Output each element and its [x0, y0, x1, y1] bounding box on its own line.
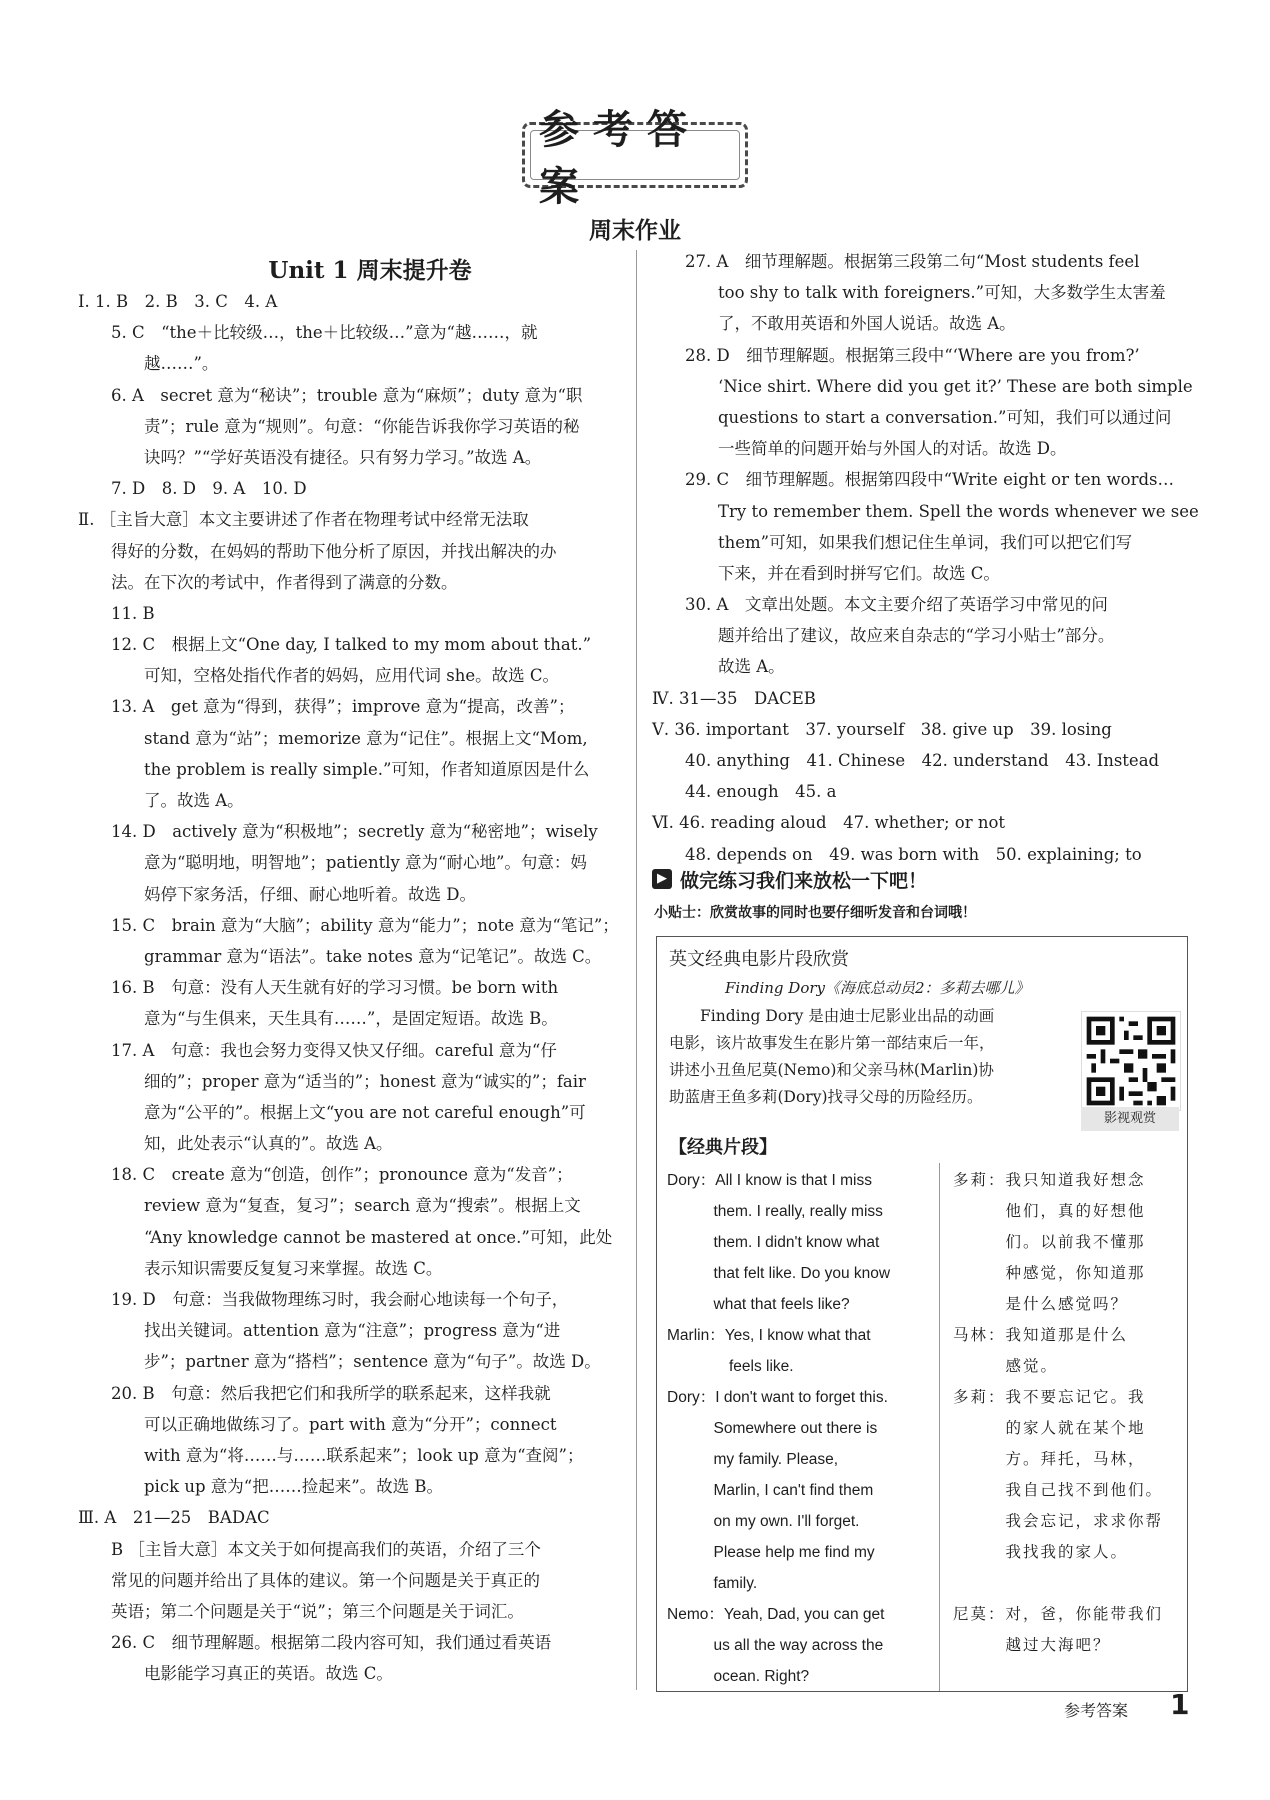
qr-code-graphic: [1082, 1012, 1180, 1110]
movie-clip-box: [656, 936, 1188, 1692]
movie-desc-line: 讲述小丑鱼尼莫(Nemo)和父亲马林(Marlin)协: [669, 1061, 994, 1079]
answer-line: 可以正确地做练习了。part with 意为“分开”；connect: [78, 1414, 557, 1434]
answer-line: with 意为“将……与……联系起来”；look up 意为“查阅”；: [78, 1445, 584, 1465]
answer-line: pick up 意为“把……捡起来”。故选 B。: [78, 1477, 443, 1497]
qr-label: 影视观赏: [1081, 1107, 1179, 1131]
answer-line: 诀吗？”“学好英语没有捷径。只有努力学习。”故选 A。: [78, 447, 542, 467]
answer-line: 18. C create 意为“创造，创作”；pronounce 意为“发音”；: [78, 1165, 573, 1185]
answer-line: 责”；rule 意为“规则”。句意：“你能告诉我你学习英语的秘: [78, 416, 580, 436]
dialogue-english-line: them. I really, really miss: [667, 1203, 883, 1220]
dialogue-chinese-line: 他们，真的好想他: [953, 1202, 1146, 1220]
answer-line: 26. C 细节理解题。根据第二段内容可知，我们通过看英语: [78, 1633, 552, 1653]
answer-line: 可知，空格处指代作者的妈妈，应用代词 she。故选 C。: [78, 666, 559, 686]
answer-line: 一些简单的问题开始与外国人的对话。故选 D。: [652, 439, 1067, 459]
dialogue-chinese-line: 马林：我知道那是什么: [953, 1326, 1129, 1344]
dialogue-english: [667, 1382, 929, 1599]
dialogue-chinese: [953, 1165, 1181, 1320]
dialogue-chinese-line: [953, 1568, 1181, 1599]
answer-line: Ⅱ. ［主旨大意］本文主要讲述了作者在物理考试中经常无法取: [78, 510, 529, 530]
dialogue-english-line: us all the way across the: [667, 1637, 884, 1654]
answer-line: 29. C 细节理解题。根据第四段中“Write eight or ten words…: [652, 470, 1174, 490]
answer-line: 意为“聪明地，明智地”；patiently 意为“耐心地”。句意：妈: [78, 853, 587, 873]
dialogue-english-line: Nemo：Yeah, Dad, you can get: [667, 1606, 885, 1623]
movie-desc-line: 电影，该片故事发生在影片第一部结束后一年，: [669, 1034, 995, 1052]
dialogue-english: [667, 1320, 929, 1382]
relax-heading-text: 做完练习我们来放松一下吧！: [680, 869, 928, 892]
answer-line: 6. A secret 意为“秘诀”；trouble 意为“麻烦”；duty 意为“职: [78, 385, 583, 405]
dialogue-english-line: on my own. I'll forget.: [667, 1513, 860, 1530]
dialogue-divider: [939, 1163, 940, 1691]
answer-line: 28. D 细节理解题。根据第三段中“‘Where are you from?’: [652, 345, 1140, 365]
answer-line: Ⅲ. A 21—25 BADAC: [78, 1508, 270, 1528]
answer-line: 7. D 8. D 9. A 10. D: [78, 479, 307, 499]
dialogue-chinese-line: 感觉。: [953, 1357, 1059, 1375]
answer-line: review 意为“复查，复习”；search 意为“搜索”。根据上文: [78, 1196, 581, 1216]
answer-line: 5. C “the＋比较级…，the＋比较级…”意为“越……，就: [78, 323, 538, 343]
answer-line: 19. D 句意：当我做物理练习时，我会耐心地读每一个句子，: [78, 1290, 569, 1309]
dialogue-english: [667, 1165, 929, 1320]
scene-title: 【经典片段】: [669, 1137, 777, 1158]
answer-line: 英语；第二个问题是关于“说”；第三个问题是关于词汇。: [78, 1601, 524, 1621]
answer-line: the problem is really simple.”可知，作者知道原因是什么: [78, 759, 590, 779]
right-answer-column: [652, 246, 1199, 870]
answer-line: 48. depends on 49. was born with 50. explaining; to: [652, 844, 1142, 864]
answer-line: 细的”；proper 意为“适当的”；honest 意为“诚实的”；fair: [78, 1071, 586, 1091]
page-number: 1: [1170, 1688, 1190, 1721]
answer-line: B ［主旨大意］本文关于如何提高我们的英语，介绍了三个: [78, 1539, 541, 1559]
answer-line: 越……”。: [78, 354, 219, 374]
dialogue-english-line: Marlin, I can't find them: [667, 1482, 874, 1499]
play-arrow-icon: ▶: [652, 869, 672, 889]
page-title: 参考答案: [522, 122, 748, 188]
answer-line: 妈停下家务活，仔细、耐心地听着。故选 D。: [78, 884, 476, 904]
answer-line: 意为“与生俱来，天生具有……”，是固定短语。故选 B。: [78, 1009, 558, 1029]
answer-line: 意为“公平的”。根据上文“you are not careful enough”可: [78, 1102, 586, 1122]
dialogue-english: [667, 1599, 929, 1692]
answer-line: Try to remember them. Spell the words whenever we see: [652, 501, 1199, 521]
answer-line: 17. A 句意：我也会努力变得又快又仔细。careful 意为“仔: [78, 1040, 557, 1060]
answer-line: 常见的问题并给出了具体的建议。第一个问题是关于真正的: [78, 1570, 540, 1590]
dialogue-english-line: feels like.: [667, 1358, 794, 1375]
answer-line: 法。在下次的考试中，作者得到了满意的分数。: [78, 572, 458, 592]
answer-line: 得好的分数，在妈妈的帮助下他分析了原因，并找出解决的办: [78, 541, 557, 561]
dialogue-english-line: ocean. Right?: [667, 1668, 810, 1685]
answer-line: 20. B 句意：然后我把它们和我所学的联系起来，这样我就: [78, 1383, 551, 1403]
dialogue-english-line: Somewhere out there is: [667, 1420, 878, 1437]
answer-line: them”可知，如果我们想记住生单词，我们可以把它们写: [652, 532, 1133, 552]
answer-line: 13. A get 意为“得到，获得”；improve 意为“提高，改善”；: [78, 697, 575, 717]
answer-line: questions to start a conversation.”可知，我们可以通过问: [652, 407, 1172, 427]
movie-desc-line: 助蓝唐王鱼多莉(Dory)找寻父母的历险经历。: [669, 1088, 983, 1106]
dialogue-chinese-line: 多莉：我只知道我好想念: [953, 1171, 1146, 1189]
dialogue-chinese-line: 我自己找不到他们。: [953, 1481, 1164, 1499]
dialogue-english-line: what that feels like?: [667, 1296, 850, 1313]
answer-line: 27. A 细节理解题。根据第三段第二句“Most students feel: [652, 252, 1140, 271]
movie-section-title: 英文经典电影片段欣赏: [669, 949, 849, 970]
dialogue-english-line: Please help me find my: [667, 1544, 875, 1561]
answer-line: “Any knowledge cannot be mastered at once.”可知，此处: [78, 1227, 613, 1247]
relax-heading: [652, 866, 1192, 892]
dialogue-chinese-line: 的家人就在某个地: [953, 1419, 1146, 1437]
answer-line: Ⅴ. 36. important 37. yourself 38. give up 39. losing: [652, 719, 1112, 739]
dialogue-chinese-line: 方。拜托，马林，: [953, 1450, 1146, 1468]
movie-film-title: Finding Dory《海底总动员2：多莉去哪儿》: [725, 979, 1030, 997]
dialogue-english-line: Marlin：Yes, I know what that: [667, 1327, 871, 1344]
answer-line: 44. enough 45. a: [652, 782, 837, 802]
dialogue-chinese-line: [953, 1661, 1181, 1692]
answer-line: 了，不敢用英语和外国人说话。故选 A。: [652, 314, 1016, 334]
answer-line: 了。故选 A。: [78, 791, 244, 810]
dialogue-chinese: [953, 1320, 1181, 1382]
answer-line: 30. A 文章出处题。本文主要介绍了英语学习中常见的问: [652, 595, 1108, 615]
dialogue-chinese-line: 尼莫：对，爸，你能带我们: [953, 1605, 1164, 1623]
answer-line: Ⅵ. 46. reading aloud 47. whether; or not: [652, 813, 1006, 833]
dialogue-chinese: [953, 1599, 1181, 1692]
dialogue-english-line: my family. Please,: [667, 1451, 839, 1468]
dialogue-chinese-line: 是什么感觉吗？: [953, 1295, 1129, 1313]
dialogue-chinese-line: 多莉：我不要忘记它。我: [953, 1388, 1146, 1406]
answer-line: 步”；partner 意为“搭档”；sentence 意为“句子”。故选 D。: [78, 1352, 601, 1372]
dialogue-english-line: them. I didn't know what: [667, 1234, 880, 1251]
answer-line: stand 意为“站”；memorize 意为“记住”。根据上文“Mom,: [78, 728, 588, 748]
answer-line: grammar 意为“语法”。take notes 意为“记笔记”。故选 C。: [78, 946, 602, 966]
dialogue-chinese-line: 我会忘记，求求你帮: [953, 1512, 1164, 1530]
column-divider: [636, 250, 637, 1690]
answer-line: 知，此处表示“认真的”。故选 A。: [78, 1134, 393, 1154]
dialogue-english-line: that felt like. Do you know: [667, 1265, 891, 1282]
dialogue-chinese-line: 们。以前我不懂那: [953, 1233, 1146, 1251]
answer-line: 故选 A。: [652, 657, 785, 677]
movie-desc-line: Finding Dory 是由迪士尼影业出品的动画: [669, 1007, 995, 1025]
answer-line: 40. anything 41. Chinese 42. understand 43. Instead: [652, 751, 1160, 770]
dialogue-english-line: Dory：I don't want to forget this.: [667, 1389, 888, 1406]
answer-line: 题并给出了建议，故应来自杂志的“学习小贴士”部分。: [652, 626, 1115, 646]
dialogue-chinese: [953, 1382, 1181, 1599]
answer-line: 找出关键词。attention 意为“注意”；progress 意为“进: [78, 1321, 561, 1341]
answer-line: 电影能学习真正的英语。故选 C。: [78, 1664, 393, 1684]
dialogue-english-line: family.: [667, 1575, 758, 1592]
unit-title: Unit 1 周末提升卷: [268, 257, 472, 284]
dialogue-chinese-line: 种感觉，你知道那: [953, 1264, 1146, 1282]
dialogue-chinese-line: 我找我的家人。: [953, 1543, 1129, 1561]
answer-line: Ⅳ. 31—35 DACEB: [652, 688, 816, 708]
answer-line: 16. B 句意：没有人天生就有好的学习习惯。be born with: [78, 978, 559, 998]
qr-code-icon[interactable]: [1081, 1011, 1181, 1111]
answer-line: Ⅰ. 1. B 2. B 3. C 4. A: [78, 292, 278, 311]
answer-line: 表示知识需要反复复习来掌握。故选 C。: [78, 1258, 443, 1278]
answer-line: ‘Nice shirt. Where did you get it?’ These are both simple: [652, 376, 1193, 396]
dialogue-chinese-line: 越过大海吧？: [953, 1636, 1111, 1654]
footer-label: 参考答案: [1064, 1701, 1129, 1720]
left-answer-column: [78, 286, 626, 1689]
answer-line: 下来，并在看到时拼写它们。故选 C。: [652, 563, 1000, 583]
answer-line: too shy to talk with foreigners.”可知，大多数学生太害羞: [652, 283, 1166, 303]
answer-line: 14. D actively 意为“积极地”；secretly 意为“秘密地”；wisely: [78, 822, 598, 842]
answer-line: 15. C brain 意为“大脑”；ability 意为“能力”；note 意为“笔记”；: [78, 915, 619, 935]
answer-line: 12. C 根据上文“One day, I talked to my mom about that.”: [78, 635, 592, 655]
answer-line: 11. B: [78, 603, 155, 623]
section-subtitle: 周末作业: [589, 218, 681, 244]
dialogue-english-line: Dory：All I know is that I miss: [667, 1172, 872, 1189]
tip-text: 小贴士：欣赏故事的同时也要仔细听发音和台词哦！: [654, 905, 976, 921]
